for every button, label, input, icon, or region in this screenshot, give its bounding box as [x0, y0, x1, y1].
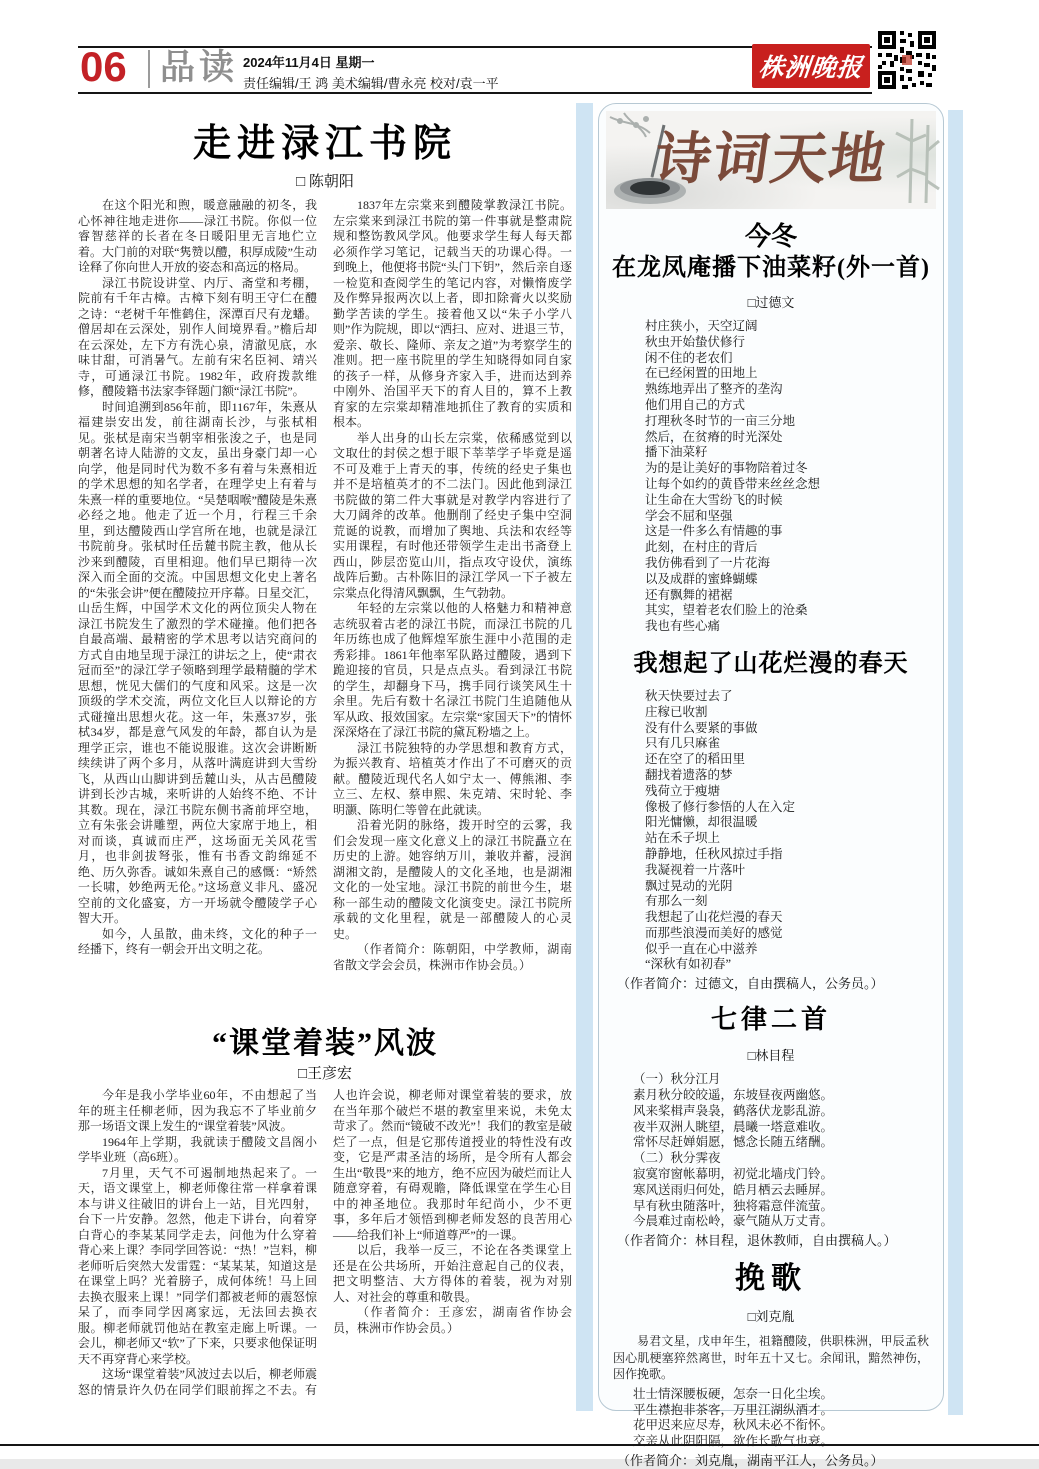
- poem-line: （一）秋分江月: [633, 1072, 721, 1087]
- article1-paragraph: 渌江书院独特的办学思想和教育方式，为振兴教育、培植英才作出了不可磨灭的贡献。醴陵近现代名人如宁太一、傅熊湘、李立三、左权、蔡申熙、朱克靖、宋时轮、李明灏、陈明仁等曾在此就读。: [333, 740, 572, 817]
- article2-paragraph: 1964年上学期，我就读于醴陵文昌阁小学毕业班（高6班）。: [78, 1134, 317, 1164]
- poem-line: 夜半双洲人眺望，晨曦一塔意难收。: [633, 1119, 834, 1134]
- article1-paragraph: 举人出身的山长左宗棠，依稀感觉到以文取仕的封侯之想于眼下莘莘学子毕竟是遥不可及难于上青天的事，传统的经史子集也并不是培植英才的不二法门。因此他到渌江书院做的第二件大事就是对教学内容进行了大刀阔斧的改革。他删削了经史子集中空洞荒诞的说教，而增加了舆地、兵法和农经等实用课程，有时他还带领学生走出书斋登上西山，陟层峦览山川，指点攻守设伏，演练战阵后勤。古朴陈旧的渌江学风一下子被左宗棠点化得清风飘飘，生气勃勃。: [333, 430, 572, 600]
- poem-line: 飘过晃动的光阴: [645, 878, 733, 893]
- poem-line: 没有什么要紧的事做: [645, 720, 758, 735]
- poetry-banner: [606, 111, 936, 209]
- poem-line: 他们用自己的方式: [645, 397, 746, 412]
- article2-paragraph: 7月里，天气不可遏制地热起来了。一天，语文课堂上，柳老师像往常一样拿着课本与讲义往破旧的讲台上一站，目光四射，台下一片安静。忽然，他走下讲台，向着穿白背心的李某某同学走去，问他为什么穿着背心来上课？李同学回答说：“热！”岂料，柳老师听后突然大发雷霆：“某某某，知道这是在课堂上吗？光着膀子，成何体统！马上回去换衣服来上课！”同学们都被老师的震怒惊呆了，而李同学因离家远，无法回去换衣服。柳老师就罚他站在教室走廊上听课。一会儿，柳老师又“软”了下来，只要求他保证明天不再穿背心来学校。: [78, 1165, 317, 1366]
- poem-line: 还在空了的稻田里: [645, 752, 746, 767]
- poem-line: 花甲迟来应尽寿，秋风未必不衔怀。: [633, 1418, 834, 1433]
- poem-line: 素月秋分皎皎遥，东坡昼夜两幽悠。: [633, 1088, 834, 1103]
- article1-title: 走进渌江书院: [192, 123, 457, 165]
- poem-line: 我仿佛看到了一片花海: [645, 555, 771, 570]
- poem-line: 秋虫开始蛰伏修行: [645, 334, 746, 349]
- poem-line: 以及成群的蜜蜂蝴蝶: [645, 571, 758, 586]
- article2-author: □王彦宏: [297, 1066, 353, 1082]
- article1-paragraph: 如今，人虽散，曲未终，文化的种子一经播下，终有一朝会开出文明之花。: [78, 926, 317, 956]
- poem1-title-line1: 今冬: [744, 222, 797, 251]
- poem3-title: 七律二首: [710, 1005, 831, 1035]
- editors-line: 责任编辑/王 鸿 美术编辑/曹永亮 校对/袁一平: [243, 76, 499, 91]
- article1-paragraph: 沿着光阴的脉络，拨开时空的云雾，我们会发现一座文化意义上的渌江书院矗立在历史的上游。她容纳万川，兼收并蓄，浸润湖湘文韵，是醴陵人的文化圣地，也是湖湘文化的一处宝地。渌江书院的前世今生，堪称一部生动的醴陵文化演变史。渌江书院所承载的文化里程，就是一部醴陵人的心灵史。: [333, 818, 572, 941]
- poem-line: 打理秋冬时节的一亩三分地: [645, 413, 796, 428]
- article1-paragraph: （作者简介：陈朝阳，中学教师，湖南省散文学会会员，株洲市作协会员。）: [333, 942, 572, 972]
- poem4-author: □刘克胤: [747, 1309, 795, 1325]
- poem-line: 常怀尽赶婵娟愿，憾念长随五绪酬。: [633, 1135, 834, 1150]
- poem-line: “深秋有如初春”: [645, 957, 732, 972]
- poem-line: 交亲从此阴阳隔，欲作长歌气也衰。: [633, 1434, 834, 1449]
- poem-line: 村庄狭小，天空辽阔: [645, 319, 758, 333]
- poem1-author: □过德文: [747, 295, 795, 310]
- article1-paragraph: 年轻的左宗棠以他的人格魅力和精神意志统驭着古老的渌江书院，而渌江书院的几年历练也成了他辉煌军旅生涯中小范围的走秀彩排。1861年他率军队路过醴陵，遇到下跪迎接的官员，只是点点头。看到渌江书院的学生，却翻身下马，携手同行谈笑风生十余里。先后有数十名渌江书院门生追随他从军从政、报效国家。左宗棠“家国天下”的情怀深深烙在了渌江书院的黛瓦粉墙之上。: [333, 601, 572, 739]
- article1-body: [78, 198, 572, 988]
- article2-paragraph: 今年是我小学毕业60年，不由想起了当年的班主任柳老师，因为我忘不了毕业前夕那一场语文课上发生的“课堂着装”风波。: [78, 1088, 317, 1133]
- poem-line: 我凝视着一片落叶: [645, 862, 746, 877]
- poem-line: 壮士情深腰板硬，怎奈一日化尘埃。: [633, 1386, 834, 1401]
- poem-line: 其实，望着老农们脸上的沧桑: [645, 603, 808, 618]
- issue-date: 2024年11月4日 星期一: [243, 55, 375, 70]
- poem1-title-line2: 在龙凤庵播下油菜籽(外一首): [612, 255, 930, 281]
- qr-code: [876, 28, 938, 92]
- poem-line: 庄稼已收割: [645, 704, 708, 719]
- poem-line: 阳光慵懒，却很温暖: [645, 815, 758, 830]
- poem-line: 早有秋虫随落叶，独将霜意伴流萤。: [633, 1198, 834, 1213]
- article2-title: “课堂着装”风波: [212, 1027, 438, 1060]
- column-separator-band-left: [576, 103, 593, 1411]
- page-number: 06: [80, 43, 127, 90]
- article1-paragraph: 1837年左宗棠来到醴陵掌教渌江书院。左宗棠来到渌江书院的第一件事就是整肃院规和整饬教风学风。他要求学生每人每天都必须作学习笔记，记载当天的功课心得。一到晚上，他便将书院“头门下钥”，然后亲自逐一检览和查阅学生的笔记内容，对懒惰废学及作弊异报两次以上者，即扣除膏火以奖励勤学苦读的学生。接着他又以“朱子小学八则”作为院规，即以“洒扫、应对、进退三节，爱亲、敬长、隆师、亲友之道”为考察学生的准则。把一座书院里的学生知晓得如同自家的孩子一样，从修身齐家入手，进而达到养中刚外、治国平天下的育人目的，算不上教育家的左宗棠却精准地抓住了教育的实质和根本。: [333, 198, 572, 429]
- poem-line: 让生命在大雪纷飞的时候: [645, 492, 783, 507]
- poem-line: 翻找着遗落的梦: [645, 767, 733, 782]
- poem-line: 有那么一刻: [645, 894, 708, 909]
- poem-line: 寂寞帘窗帐幕明，初觉北墙戌门铃。: [633, 1167, 834, 1182]
- poem-line: 在已经闲置的田地上: [645, 366, 758, 381]
- poetry-section: [598, 103, 944, 1468]
- poem-line: 让每个如约的黄昏带来丝丝念想: [645, 476, 821, 491]
- poem4-preface: 易君文星，戊申年生，祖籍醴陵，供职株洲，甲辰孟秋因心肌梗塞猝然离世，时年五十又七。余闻讯，黯然神伤，因作挽歌。: [613, 1334, 929, 1382]
- poem-line: 静静地，任秋风掠过手指: [645, 846, 783, 861]
- poem-line: 我也有些心痛: [645, 619, 721, 634]
- poem-line: 然后，在贫瘠的时光深处: [645, 429, 783, 444]
- header-rule-bottom: [78, 92, 872, 94]
- article2-body: [78, 1088, 572, 1406]
- header-divider: [148, 50, 150, 88]
- poem-line: 这是一件多么有情趣的事: [645, 524, 783, 539]
- poem-line: 秋天快要过去了: [645, 688, 733, 703]
- article2-paragraph: 以后，我举一反三，不论在各类课堂上还是在公共场所，开始注意起自己的仪表，把文明整洁、大方得体的着装，视为对别人、对社会的尊重和敬畏。: [333, 1243, 572, 1304]
- article1-paragraph: 渌江书院设讲堂、内厅、斋堂和考棚，院前有千年古樟。古樟下刻有明王守仁在醴之诗：“老树千年惟鹤住，深潭百尺有龙蟠。僧居却在云深处，别作人间境界看。”檐后却在云深处，左下方有洗心泉，清澈见底，水味甘甜，可消暑气。左前有宋名臣祠、靖兴寺，可通渌江书院。1982年，政府拨款维修，醴陵籍书法家李铎题门额“渌江书院”。: [78, 275, 317, 398]
- poem-line: 而那些浪漫而美好的感觉: [645, 925, 783, 940]
- poem1-lines: [645, 319, 933, 635]
- poem-line: 平生襟抱非茶客，万里江湖纵酒才。: [633, 1402, 834, 1417]
- poem-line: （二）秋分霁夜: [633, 1151, 721, 1166]
- poem4-author-bio: （作者简介：刘克胤，湖南平江人，公务员。）: [617, 1452, 884, 1468]
- poem-line: 学会不屈和坚强: [645, 508, 733, 523]
- poem-line: 还有飘舞的裙裾: [645, 587, 733, 602]
- article2-paragraph: （作者简介：王彦宏，湖南省作协会员，株洲市作协会员。）: [333, 1305, 572, 1335]
- poem-line: 像极了修行参悟的人在入定: [645, 799, 796, 814]
- newspaper-masthead: [752, 44, 870, 88]
- poem-line: 我想起了山花烂漫的春天: [645, 910, 783, 925]
- poem-line: 似乎一直在心中滋养: [645, 941, 758, 956]
- poem4-title: 挽歌: [735, 1262, 807, 1296]
- article1-paragraph: 时间追溯到856年前，即1167年，朱熹从福建崇安出发，前往湖南长沙，与张栻相见。张栻是南宋当朝宰相张浚之子，也是同朝著名诗人陆游的文友，虽出身豪门却一心向学，他是同时代为数不多有着与朱熹相近的学术思想的知名学者，在理学史上有着与朱熹一样的重要地位。“吴楚咽喉”醴陵是朱熹必经之地。他走了近一个月，行程三千余里，到达醴陵西山学宫所在地，也就是渌江书院前身。张栻时任岳麓书院主教，他从长沙来到醴陵，百里相迎。他们早已期待一次深入而全面的交流。中国思想文化史上著名的“朱张会讲”便在醴陵拉开序幕。日星交汇，山岳生辉，中国学术文化的两位顶尖人物在渌江书院发生了激烈的学术碰撞。他们把各自最高端、最精密的学术思考以诘究商问的方式自由地呈现于渌江的讲坛之上，使“肃衣冠而至”的渌江学子领略到理学最精髓的学术思想，恍见大儒们的气度和风采。这是一次顶级的学术交流，两位文化巨人以辩论的方式碰撞出思想火花。这一年，朱熹37岁，张栻34岁，都是意气风发的年龄，都自认为是理学正宗，谁也不能说服谁。这次会讲断断续续讲了两个多月，从落叶满庭讲到大雪纷飞，从西山山脚讲到岳麓山头，从古邑醴陵讲到长沙古城，来听讲的人始终不绝、不计其数。现在，渌江书院东侧书斋前坪空地，立有朱张会讲雕塑，两位大家席于地上，相对而谈，真诚而庄严，这场面无关风花雪月，也非剑拔弩张，惟有书香文韵绵延不绝、历久弥香。诚如朱熹自己的感慨：“矫然一长啸，妙绝两无伦。”这场意义非凡、盛况空前的文化盛宴，方一开场就令醴陵学子心智大开。: [78, 399, 317, 925]
- column-separator-band-right: [948, 110, 963, 1415]
- poem2-title: 我想起了山花烂漫的春天: [633, 650, 909, 677]
- poem-line: 为的是让美好的事物陪着过冬: [645, 461, 808, 476]
- poem-line: 今晨难过南松岭，豪气随从万丈青。: [633, 1214, 834, 1229]
- masthead-text: 株洲晚报: [757, 55, 865, 82]
- section-title: 品读: [160, 48, 239, 87]
- poem-line: 残荷立于瘦塘: [645, 783, 721, 798]
- poem2-lines: [645, 689, 933, 973]
- article1-author: □ 陈朝阳: [296, 174, 354, 190]
- poem-line: 闲不住的老农们: [645, 350, 733, 365]
- poem3-lines: [633, 1072, 933, 1230]
- poetry-banner-title: 诗词天地: [650, 129, 892, 191]
- poem-line: 寒风送雨归何处，皓月栖云去睡屏。: [633, 1182, 834, 1197]
- poem3-author-bio: （作者简介：林目程，退休教师，自由撰稿人。）: [617, 1233, 897, 1249]
- poem-line: 站在禾子坝上: [645, 831, 721, 846]
- poem3-author: □林目程: [747, 1048, 795, 1064]
- poem2-author-bio: （作者简介：过德文，自由撰稿人，公务员。）: [617, 976, 884, 992]
- poem-line: 风来桨楫声袅袅，鹤落伏龙影乱游。: [633, 1103, 834, 1118]
- poem-line: 此刻，在村庄的背后: [645, 540, 758, 555]
- poem4-lines: [633, 1387, 933, 1450]
- article2-paragraph: 这场“课堂着装”风波过去以后，柳老师震怒的情景许久仍在同学们眼前挥之不去。有人也许会说，柳老师对课堂着装的要求，放在当年那个破烂不堪的教室里来说，未免太苛求了。然而“镜破不改光”！我们的教室是破烂了一点，但是它那传道授业的特性没有改变，它是严肃圣洁的场所，是令所有人都会生出“敬畏”来的地方，绝不应因为破烂而让人随意穿着，有碍观瞻，降低课堂在学生心目中的神圣地位。我那时年纪尚小，少不更事，多年后才领悟到柳老师发怒的良苦用心——给我们补上“师道尊严”的一课。: [78, 1088, 572, 1397]
- poem-line: 熟练地弄出了整齐的垄沟: [645, 382, 783, 397]
- poem-line: 只有几只麻雀: [645, 736, 721, 751]
- article1-paragraph: 在这个阳光和煦，暖意融融的初冬，我心怀神往地走进你——渌江书院。你似一位睿智慈祥的长者在冬日暖阳里无言地伫立着。大门前的对联“隽赞以醴，积厚成陵”生动诠释了你向世人开放的姿态和高远的格局。: [78, 198, 317, 274]
- poem-line: 播下油菜籽: [645, 445, 708, 460]
